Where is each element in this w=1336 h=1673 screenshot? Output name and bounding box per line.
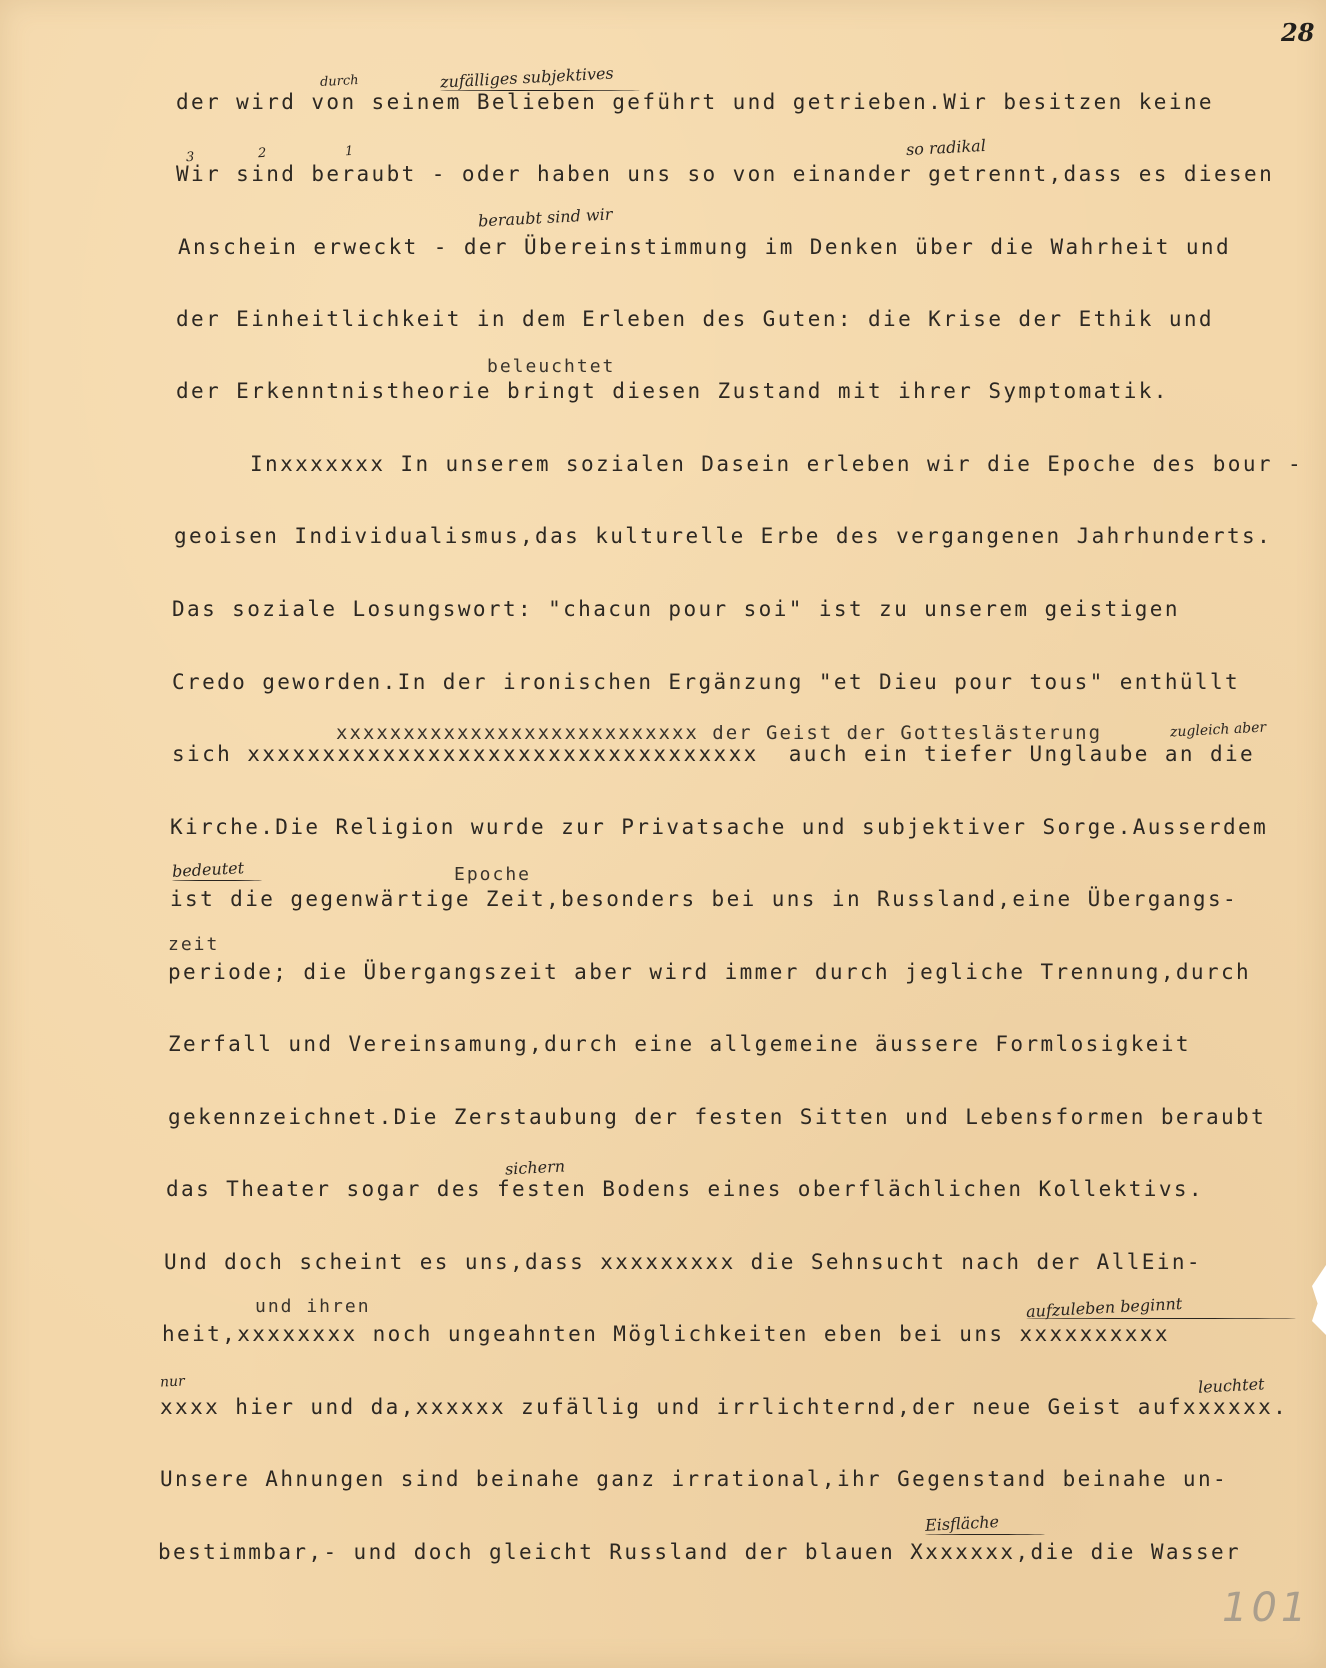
handwritten-insertion: nur — [159, 1373, 186, 1391]
handwritten-insertion: bedeutet — [171, 858, 245, 881]
text-line: der Einheitlichkeit in dem Erleben des Guten: die Krise der Ethik und — [176, 307, 1214, 331]
text-line: xxxx hier und da,xxxxxx zufällig und irrlichternd,der neue Geist aufxxxxxx. — [160, 1395, 1289, 1419]
text-line: heit,xxxxxxxx noch ungeahnten Möglichkeiten eben bei uns xxxxxxxxxx — [162, 1322, 1170, 1346]
typed-insertion: xxxxxxxxxxxxxxxxxxxxxxxxxxx der Geist der Gotteslästerung — [336, 722, 1103, 744]
handwritten-insertion: aufzuleben beginnt — [1025, 1293, 1183, 1322]
handwritten-insertion: so radikal — [905, 135, 987, 160]
typed-insertion: und ihren — [255, 1296, 371, 1317]
handwritten-insertion: durch — [319, 73, 359, 90]
handwritten-underline — [172, 880, 262, 881]
text-line: ist die gegenwärtige Zeit,besonders bei uns in Russland,eine Übergangs- — [170, 887, 1239, 911]
handwritten-insertion: beraubt sind wir — [477, 204, 613, 231]
handwritten-insertion: 1 — [344, 143, 354, 160]
text-line: bestimmbar,- und doch gleicht Russland der blauen Xxxxxxx,die die Wasser — [158, 1540, 1242, 1564]
text-line: periode; die Übergangszeit aber wird immer durch jegliche Trennung,durch — [168, 960, 1252, 984]
text-line: Und doch scheint es uns,dass xxxxxxxxx die Sehnsucht nach der AllEin- — [164, 1250, 1202, 1274]
typed-insertion: beleuchtet — [487, 356, 616, 377]
handwritten-insertion: 3 — [185, 149, 195, 166]
handwritten-insertion: zufälliges subjektives — [439, 63, 615, 92]
handwritten-underline — [440, 90, 640, 91]
text-line: Inxxxxxxx In unserem sozialen Dasein erleben wir die Epoche des bour - — [250, 452, 1304, 476]
text-line: das Theater sogar des festen Bodens eines oberflächlichen Kollektivs. — [166, 1177, 1204, 1201]
text-line: Anschein erweckt - der Übereinstimmung im Denken über die Wahrheit und — [178, 235, 1232, 259]
archive-folio-number: 101 — [1222, 1585, 1311, 1631]
text-line: Das soziale Losungswort: "chacun pour soi" ist zu unserem geistigen — [172, 597, 1180, 621]
handwritten-insertion: leuchtet — [1197, 1374, 1265, 1397]
text-line: Kirche.Die Religion wurde zur Privatsache und subjektiver Sorge.Ausserdem — [170, 815, 1269, 839]
handwritten-insertion: zugleich aber — [1169, 719, 1267, 741]
handwritten-underline — [1026, 1318, 1296, 1319]
text-line: geoisen Individualismus,das kulturelle Erbe des vergangenen Jahrhunderts. — [174, 524, 1273, 548]
page-number: 28 — [1281, 18, 1315, 47]
text-line: der Erkenntnistheorie bringt diesen Zustand mit ihrer Symptomatik. — [176, 379, 1169, 403]
text-line: sich xxxxxxxxxxxxxxxxxxxxxxxxxxxxxxxxxx auch ein tiefer Unglaube an die — [172, 742, 1256, 766]
handwritten-insertion: 2 — [257, 145, 267, 162]
handwritten-insertion: Eisfläche — [924, 1512, 1000, 1535]
text-line: Zerfall und Vereinsamung,durch eine allgemeine äussere Formlosigkeit — [168, 1032, 1191, 1056]
typed-insertion: Epoche — [454, 864, 532, 885]
text-line: gekennzeichnet.Die Zerstaubung der festen Sitten und Lebensformen beraubt — [168, 1105, 1267, 1129]
handwritten-insertion: sichern — [504, 1156, 566, 1179]
text-line: der wird von seinem Belieben geführt und getrieben.Wir besitzen keine — [176, 90, 1214, 114]
text-line: Wir sind beraubt - oder haben uns so von einander getrennt,dass es diesen — [176, 162, 1275, 186]
text-line: Unsere Ahnungen sind beinahe ganz irrational,ihr Gegenstand beinahe un- — [160, 1467, 1229, 1491]
handwritten-underline — [925, 1534, 1045, 1535]
text-line: Credo geworden.In der ironischen Ergänzung "et Dieu pour tous" enthüllt — [172, 670, 1241, 694]
typed-insertion: zeit — [168, 934, 220, 955]
